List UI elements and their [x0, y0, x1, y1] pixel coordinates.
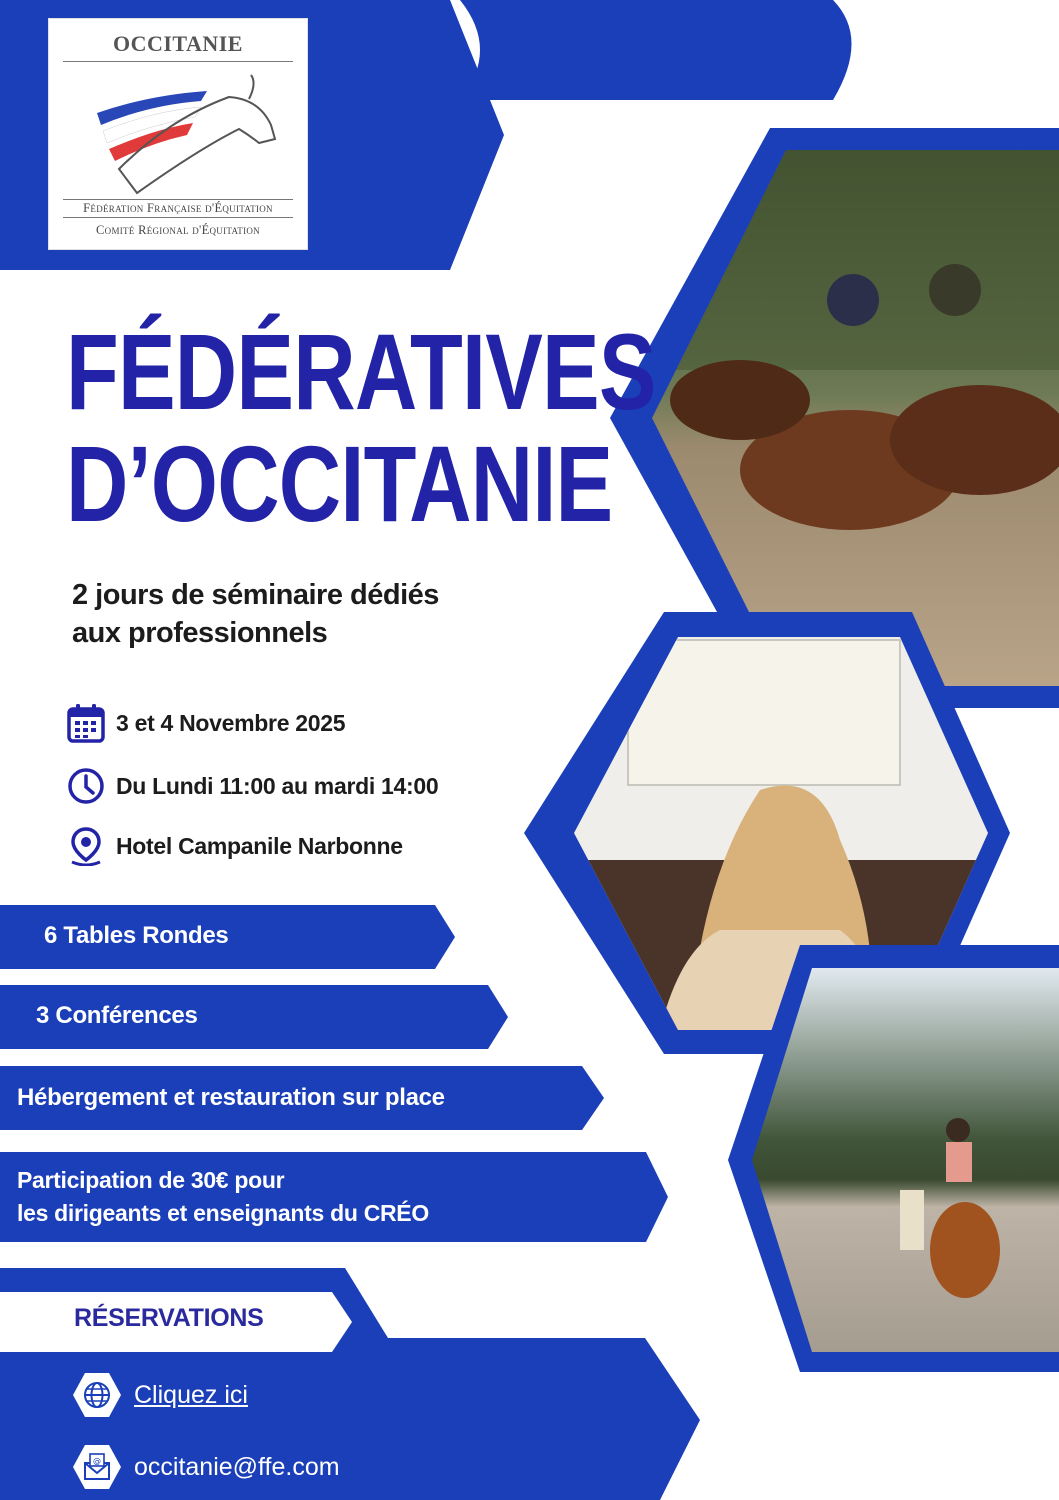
event-place: Hotel Campanile Narbonne [116, 832, 403, 859]
info-date [66, 701, 345, 745]
logo-rule-bottom [63, 199, 293, 200]
fee-line-2: les dirigeants et enseignants du CRÉO [17, 1200, 429, 1226]
subtitle-line-1: 2 jours de séminaire dédiés [72, 579, 439, 611]
calendar-icon [66, 703, 106, 743]
subtitle-line-2: aux professionnels [72, 617, 328, 649]
envelope-icon [72, 1442, 122, 1492]
reservation-email[interactable]: occitanie@ffe.com [134, 1452, 340, 1481]
clock-icon [66, 766, 106, 806]
title-line-1: FÉDÉRATIVES [66, 311, 656, 432]
reservation-link[interactable]: Cliquez ici [134, 1380, 248, 1409]
reservation-email-row[interactable] [72, 1442, 340, 1492]
reservation-link-row[interactable] [72, 1370, 248, 1420]
tables-rondes-label: 6 Tables Rondes [44, 922, 229, 949]
horse-riders-photo [640, 150, 1059, 690]
title-line-2: D’OCCITANIE [66, 423, 613, 544]
top-banner-shape [460, 0, 852, 100]
fee-line-1: Participation de 30€ pour [17, 1167, 285, 1193]
logo-committee: Comité Régional d'Équitation [96, 223, 260, 237]
subtitle [72, 576, 439, 652]
location-pin-icon [66, 826, 106, 866]
logo-rule-mid [63, 217, 293, 218]
event-date: 3 et 4 Novembre 2025 [116, 709, 346, 736]
horse-head-emblem [89, 69, 279, 209]
fee-label [17, 1164, 429, 1230]
logo-region: OCCITANIE [112, 31, 243, 56]
info-place [66, 824, 403, 868]
logo-federation: Fédération Française d'Équitation [83, 201, 273, 215]
conferences-label: 3 Conférences [36, 1002, 198, 1029]
svg-text:@: @ [93, 1456, 101, 1466]
ffe-logo [48, 18, 308, 250]
reservations-heading: RÉSERVATIONS [74, 1304, 264, 1332]
logo-rule-top [63, 61, 293, 62]
lodging-label: Hébergement et restauration sur place [17, 1084, 445, 1111]
info-time [66, 764, 438, 808]
event-time: Du Lundi 11:00 au mardi 14:00 [116, 772, 439, 799]
globe-icon [72, 1370, 122, 1420]
